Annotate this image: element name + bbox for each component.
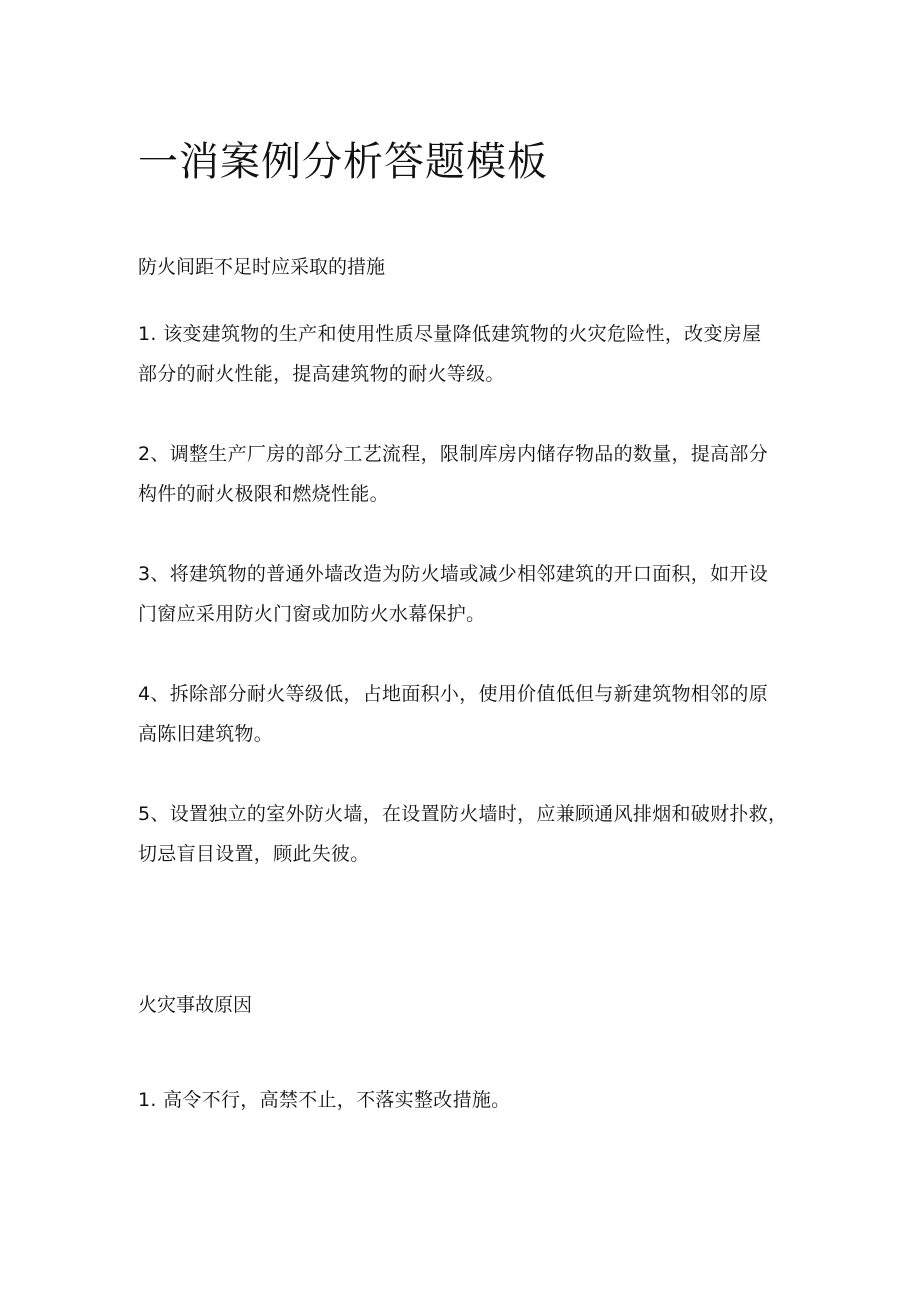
paragraph-line: 部分的耐火性能，提高建筑物的耐火等级。 — [138, 363, 505, 385]
paragraph-line: 3、将建筑物的普通外墙改造为防火墙或减少相邻建筑的开口面积，如开设 — [138, 563, 768, 585]
section-heading-fire-spacing: 防火间距不足时应采取的措施 — [138, 256, 386, 278]
list-item — [138, 314, 788, 394]
paragraph-line: 构件的耐火极限和燃烧性能。 — [138, 483, 389, 505]
paragraph-line: 高陈旧建筑物。 — [138, 723, 274, 745]
list-item — [138, 1080, 788, 1120]
list-item — [138, 554, 788, 634]
paragraph-line: 1. 高令不行，高禁不止，不落实整改措施。 — [138, 1089, 511, 1111]
document-title: 一消案例分析答题模板 — [138, 139, 548, 185]
paragraph-line: 2、调整生产厂房的部分工艺流程，限制库房内储存物品的数量，提高部分 — [138, 443, 768, 465]
list-item — [138, 794, 788, 874]
list-item — [138, 674, 788, 754]
list-item — [138, 434, 788, 514]
paragraph-line: 4、拆除部分耐火等级低，占地面积小，使用价值低但与新建筑物相邻的原 — [138, 683, 768, 705]
paragraph-line: 1. 该变建筑物的生产和使用性质尽量降低建筑物的火灾危险性，改变房屋 — [138, 323, 762, 345]
section-heading-fire-causes: 火灾事故原因 — [138, 994, 253, 1016]
paragraph-line: 5、设置独立的室外防火墙，在设置防火墙时，应兼顾通风排烟和破财扑救， — [138, 803, 788, 825]
paragraph-line: 门窗应采用防火门窗或加防火水幕保护。 — [138, 603, 486, 625]
paragraph-line: 切忌盲目设置，顾此失彼。 — [138, 843, 370, 865]
